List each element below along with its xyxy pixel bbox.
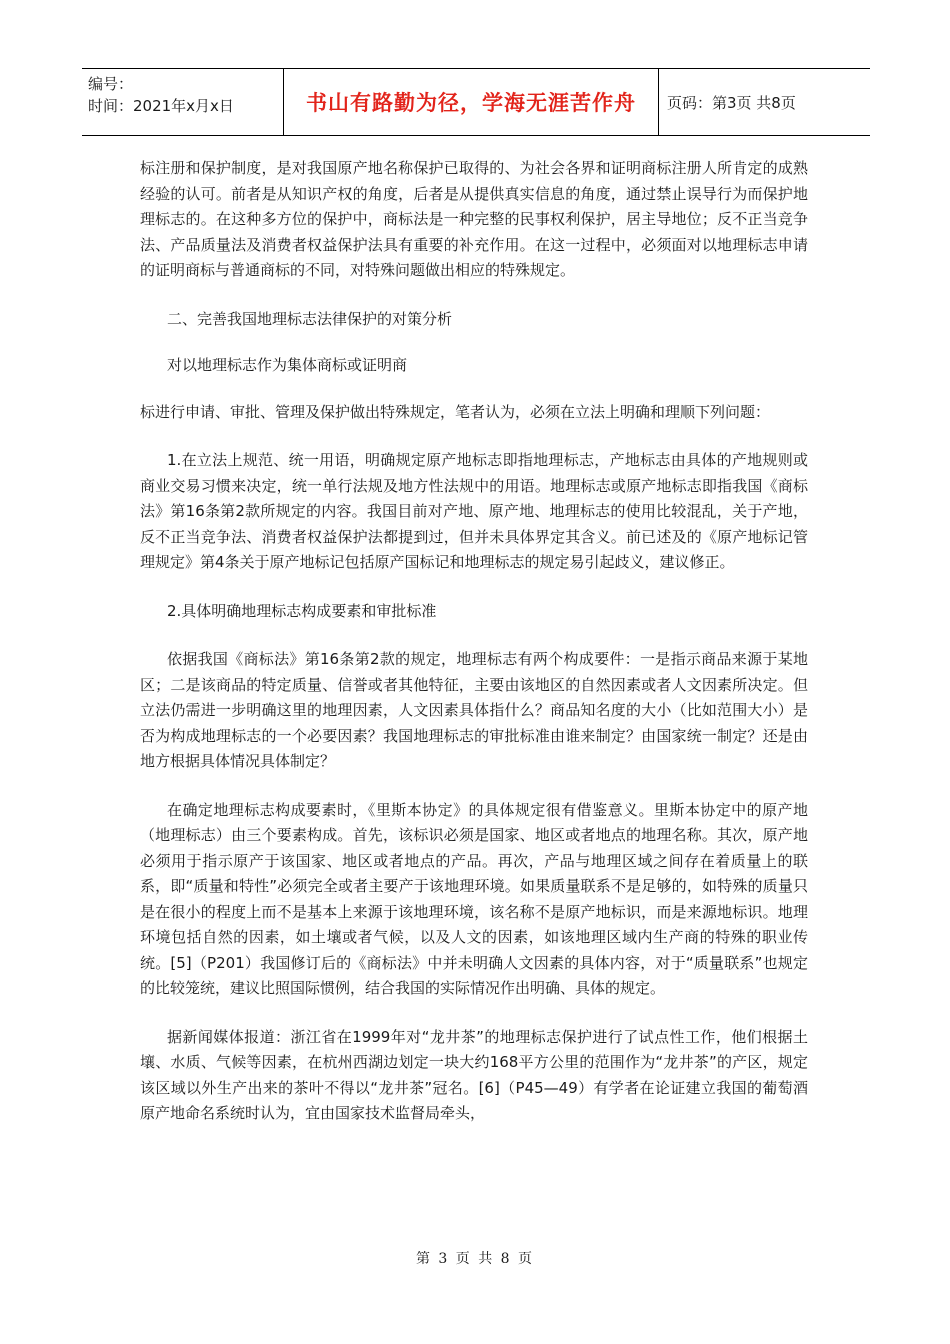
paragraph: 1.在立法上规范、统一用语，明确规定原产地标志即指地理标志，产地标志由具体的产地规则或商业交易习惯来决定，统一单行法规及地方性法规中的用语。地理标志或原产地标志即指我国《商标法》第16条第2款所规定的内容。我国目前对产地、原产地、地理标志的使用比较混乱，关于产地，反不正当竞争法、消费者权益保护法都提到过，但并未具体界定其含义。前已述及的《原产地标记管理规定》第4条关于原产地标记包括原产国标记和地理标志的规定易引起歧义，建议修正。 <box>140 451 808 571</box>
paragraph: 依据我国《商标法》第16条第2款的规定，地理标志有两个构成要件：一是指示商品来源于某地区；二是该商品的特定质量、信誉或者其他特征，主要由该地区的自然因素或者人文因素所决定。但立法仍需进一步明确这里的地理因素，人文因素具体指什么？商品知名度的大小（比如范围大小）是否为构成地理标志的一个必要因素？我国地理标志的审批标准由谁来制定？由国家统一制定？还是由地方根据具体情况具体制定？ <box>140 650 808 770</box>
page-header <box>82 68 870 136</box>
time-label: 时间：2021年x月x日 <box>88 97 234 115</box>
header-meta <box>82 69 284 135</box>
paragraph: 标注册和保护制度，是对我国原产地名称保护已取得的、为社会各界和证明商标注册人所肯定的成熟经验的认可。前者是从知识产权的角度，后者是从提供真实信息的角度，通过禁止误导行为而保护地理标志的。在这种多方位的保护中，商标法是一种完整的民事权利保护，居主导地位；反不正当竞争法、产品质量法及消费者权益保护法具有重要的补充作用。在这一过程中，必须面对以地理标志申请的证明商标与普通商标的不同，对特殊问题做出相应的特殊规定。 <box>140 159 808 279</box>
document-body <box>140 156 808 1150</box>
paragraph: 标进行申请、审批、管理及保护做出特殊规定，笔者认为，必须在立法上明确和理顺下列问题： <box>140 402 771 421</box>
paragraph: 据新闻媒体报道：浙江省在1999年对“龙井茶”的地理标志保护进行了试点性工作，他们根据土壤、水质、气候等因素，在杭州西湖边划定一块大约168平方公里的范围作为“龙井茶”的产区，规定该区域以外生产出来的茶叶不得以“龙井茶”冠名。[6]（P45—49）有学者在论证建立我国的葡萄酒原产地命名系统时认为，宜由国家技术监督局牵头， <box>140 1027 808 1122</box>
header-motto: 书山有路勤为径，学海无涯苦作舟 <box>284 69 659 135</box>
paragraph: 对以地理标志作为集体商标或证明商 <box>167 356 408 374</box>
header-page-info: 页码：第3页 共8页 <box>667 93 796 112</box>
page-footer: 第 3 页 共 8 页 <box>415 1251 535 1267</box>
section-heading: 二、完善我国地理标志法律保护的对策分析 <box>167 309 453 328</box>
paragraph: 在确定地理标志构成要素时，《里斯本协定》的具体规定很有借鉴意义。里斯本协定中的原产地（地理标志）由三个要素构成。首先，该标识必须是国家、地区或者地点的地理名称。其次，原产地必须用于指示原产于该国家、地区或者地点的产品。再次，产品与地理区域之间存在着质量上的联系，即“质量和特性”必须完全或者主要产于该地理环境。如果质量联系不是足够的，如特殊的质量只是在很小的程度上而不是基本上来源于该地理环境，该名称不是原产地标识，而是来源地标识。地理环境包括自然的因素，如土壤或者气候，以及人文的因素，如该地理区域内生产商的特殊的职业传统。[5]（P201）我国修订后的《商标法》中并未明确人文因素的具体内容，对于“质量联系”也规定的比较笼统，建议比照国际惯例，结合我国的实际情况作出明确、具体的规定。 <box>140 800 808 997</box>
number-label: 编号： <box>88 75 134 93</box>
subsection-heading: 2.具体明确地理标志构成要素和审批标准 <box>167 601 437 620</box>
